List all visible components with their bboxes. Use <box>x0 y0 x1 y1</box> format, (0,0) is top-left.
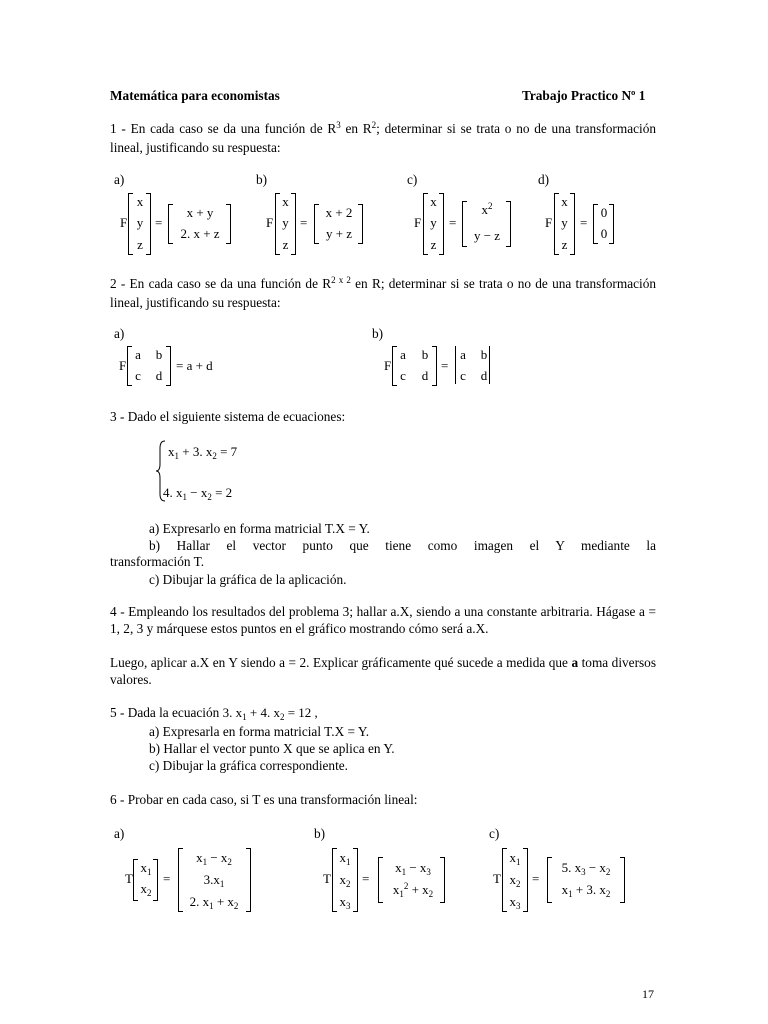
item-6b-label: b) <box>314 826 326 841</box>
item-1d-label: d) <box>538 172 550 187</box>
problem-4-text-2: Luego, aplicar a.X en Y siendo a = 2. Explicar gráficamente qué sucede a medida que a toma diversos valores. <box>110 655 656 687</box>
problem-1-text: 1 - En cada caso se da una función de $R^3$ en $R^2$; determinar si se trata o no de una transformación lineal, justificando su respuesta: <box>110 120 656 155</box>
problem-3c: c) Dibujar la gráfica de la aplicación. <box>149 572 347 587</box>
problem-5b: b) Hallar el vector punto X que se aplica en Y. <box>149 741 395 756</box>
problem-3a: a) Expresarlo en forma matricial T.X = Y. <box>149 521 370 536</box>
problem-5-title: 5 - Dada la ecuación 3. $x_1 + 4$. $x_2 = 12$ , <box>110 705 318 722</box>
function-symbol: F <box>120 215 128 230</box>
document-title-left: Matemática para economistas <box>110 88 280 103</box>
problem-6-title: 6 - Probar en cada caso, si T es una transformación lineal: <box>110 792 418 807</box>
problem-3b: b) Hallar el vector punto que tiene como imagen el Y mediante la <box>149 538 656 553</box>
item-6c-label: c) <box>489 826 500 841</box>
item-2b-label: b) <box>372 326 384 341</box>
problem-5a: a) Expresarla en forma matricial T.X = Y. <box>149 724 370 739</box>
problem-5c: c) Dibujar la gráfica correspondiente. <box>149 758 348 773</box>
problem-2-text: 2 - En cada caso se da una función de $R^{2 x 2}$ en R; determinar si se trata o no de una transformación lineal, justificando su respuesta: <box>110 275 656 310</box>
document-title-right: Trabajo Practico Nº 1 <box>522 88 646 103</box>
problem-3b-cont: transformación T. <box>110 554 205 569</box>
item-1a-label: a) <box>114 172 125 187</box>
item-1b-label: b) <box>256 172 268 187</box>
page-number: 17 <box>642 987 654 1001</box>
item-2a-label: a) <box>114 326 125 341</box>
problem-3-title: 3 - Dado el siguiente sistema de ecuaciones: <box>110 409 346 424</box>
item-6a-label: a) <box>114 826 125 841</box>
problem-4-text: 4 - Empleando los resultados del problema 3; hallar a.X, siendo a una constante arbitraria. Hágase a = 1, 2, 3 y márquese estos puntos en el gráfico mostrando cómo será a.X. <box>110 604 656 636</box>
item-1c-label: c) <box>407 172 418 187</box>
